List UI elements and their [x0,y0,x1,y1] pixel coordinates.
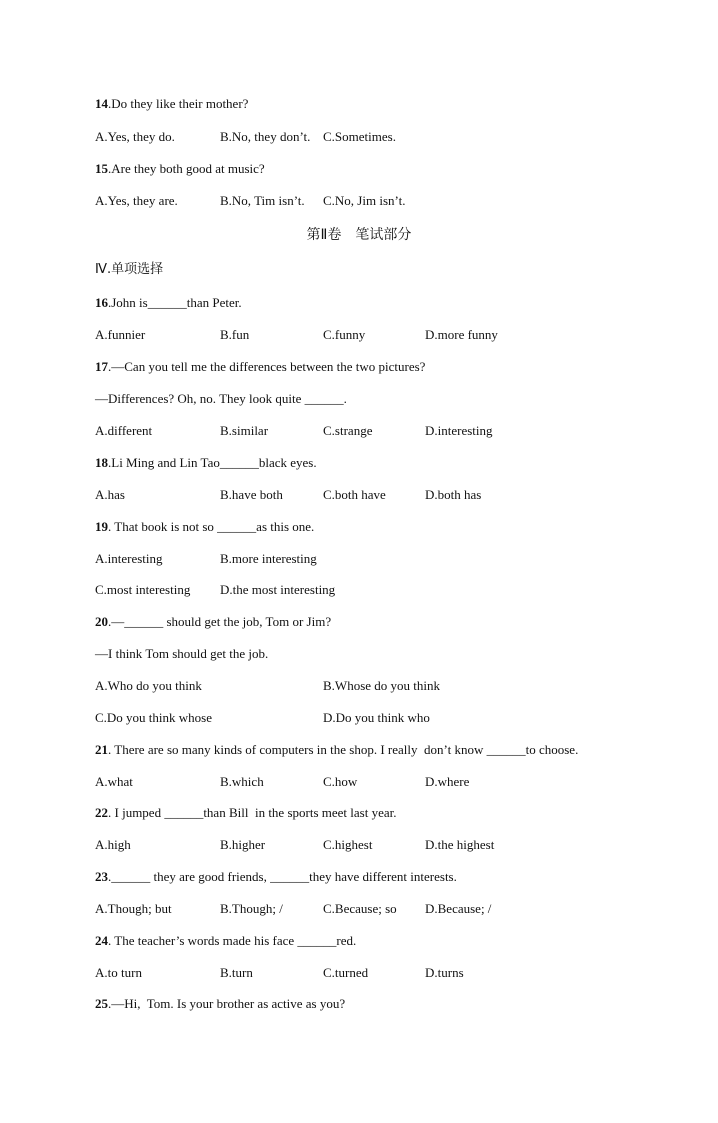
option-d: D.turns [425,965,464,980]
option-d: D.the highest [425,837,495,852]
question-22 [95,805,396,821]
option-c: C.how [323,774,358,789]
question-text: .Are they both good at music? [108,161,265,176]
question-text: . That book is not so ______as this one. [108,519,315,534]
section-4-title: Ⅳ.单项选择 [95,262,164,277]
part-2-title: 第Ⅱ卷 笔试部分 [306,227,412,243]
option-d: D.interesting [425,423,493,438]
option-a: A.to turn [95,965,142,980]
option-b: B.fun [220,327,250,342]
option-b: B.No, they don’t. [220,129,311,144]
question-text: . There are so many kinds of computers in the shop. I really don’t know ______to choose. [108,742,579,757]
option-a: A.Yes, they are. [95,193,178,208]
option-a: A.Yes, they do. [95,129,175,144]
question-23 [95,869,457,885]
question-number: 17 [95,359,108,374]
question-text: .John is______than Peter. [108,295,242,310]
option-c: C.No, Jim isn’t. [323,193,406,208]
question-25 [95,996,345,1012]
option-b: B.have both [220,487,283,502]
option-b: B.No, Tim isn’t. [220,193,305,208]
option-d: D.Because; / [425,901,492,916]
option-a: A.has [95,487,125,502]
question-number: 21 [95,742,108,757]
option-c: C.turned [323,965,369,980]
option-a: A.high [95,837,131,852]
question-20 [95,614,331,630]
question-17 [95,359,425,375]
question-18 [95,455,317,471]
question-number: 25 [95,996,108,1011]
option-c: C.both have [323,487,386,502]
question-text: .—Hi, Tom. Is your brother as active as you? [108,996,346,1011]
question-number: 22 [95,805,108,820]
option-d: D.where [425,774,470,789]
question-20-response: —I think Tom should get the job. [95,646,269,661]
question-19 [95,519,314,535]
question-text: . The teacher’s words made his face ______red. [108,933,357,948]
option-c: C.Because; so [323,901,397,916]
question-text: .______ they are good friends, ______they have different interests. [108,869,457,884]
option-a: A.Who do you think [95,678,202,693]
question-number: 19 [95,519,108,534]
option-a: A.what [95,774,133,789]
question-15 [95,161,265,177]
question-number: 15 [95,161,108,176]
question-16 [95,295,242,311]
option-b: B.more interesting [220,551,317,566]
question-text: .—______ should get the job, Tom or Jim? [108,614,332,629]
question-number: 24 [95,933,108,948]
option-b: B.turn [220,965,253,980]
option-d: D.more funny [425,327,498,342]
question-text: .—Can you tell me the differences between the two pictures? [108,359,426,374]
question-number: 23 [95,869,108,884]
question-text: .Do they like their mother? [108,96,249,111]
option-c: C.Sometimes. [323,129,396,144]
option-b: B.Whose do you think [323,678,440,693]
question-number: 18 [95,455,108,470]
question-text: . I jumped ______than Bill in the sports meet last year. [108,805,397,820]
question-24 [95,933,356,949]
option-b: B.higher [220,837,266,852]
option-d: D.the most interesting [220,582,336,597]
option-a: A.different [95,423,153,438]
option-d: D.Do you think who [323,710,430,725]
option-d: D.both has [425,487,482,502]
question-number: 20 [95,614,108,629]
option-c: C.most interesting [95,582,191,597]
option-b: B.similar [220,423,269,438]
question-21 [95,742,578,758]
question-17-response: —Differences? Oh, no. They look quite ______. [95,391,347,406]
option-a: A.funnier [95,327,146,342]
option-c: C.highest [323,837,373,852]
question-number: 14 [95,96,108,111]
question-14 [95,96,248,112]
option-c: C.Do you think whose [95,710,212,725]
option-b: B.which [220,774,264,789]
option-a: A.Though; but [95,901,172,916]
question-text: .Li Ming and Lin Tao______black eyes. [108,455,317,470]
option-c: C.funny [323,327,366,342]
option-c: C.strange [323,423,373,438]
option-a: A.interesting [95,551,163,566]
option-b: B.Though; / [220,901,283,916]
question-number: 16 [95,295,108,310]
